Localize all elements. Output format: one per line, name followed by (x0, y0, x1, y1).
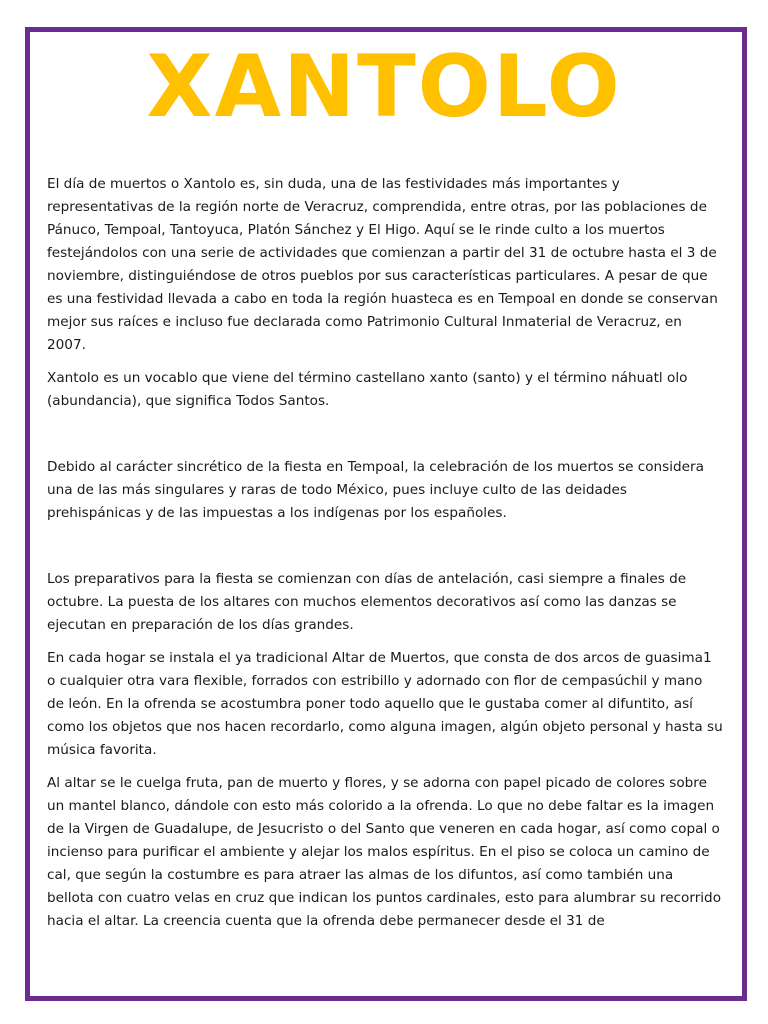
paragraph-etymology: Xantolo es un vocablo que viene del término castellano xanto (santo) y el término náhuatl olo (abundancia), que significa Todos Santos. (47, 370, 688, 409)
document-title: XANTOLO (146, 37, 622, 137)
paragraph-preparations: Los preparativos para la fiesta se comienzan con días de antelación, casi siempre a finales de octubre. La puesta de los altares con muchos elementos decorativos así como las danzas se ejecutan en preparación de los días grandes. (47, 571, 687, 633)
paragraph-syncretism: Debido al carácter sincrético de la fiesta en Tempoal, la celebración de los muertos se considera una de las más singulares y raras de todo México, pues incluye culto de las deidades prehispánicas y de las impuestas a los indígenas por los españoles. (47, 459, 704, 521)
paragraph-altar: En cada hogar se instala el ya tradicional Altar de Muertos, que consta de dos arcos de guasima1 o cualquier otra vara flexible, forrados con estribillo y adornado con flor de cempasúchil y mano de león. En la ofrenda se acostumbra poner todo aquello que le gustaba comer al difuntito, así como los objetos que nos hacen recordarlo, como alguna imagen, algún objeto personal y hasta su música favorita. (47, 650, 723, 758)
paragraph-offering: Al altar se le cuelga fruta, pan de muerto y flores, y se adorna con papel picado de colores sobre un mantel blanco, dándole con esto más colorido a la ofrenda. Lo que no debe faltar es la imagen de la Virgen de Guadalupe, de Jesucristo o del Santo que veneren en cada hogar, así como copal o incienso para purificar el ambiente y alejar los malos espíritus. En el piso se coloca un camino de cal, que según la costumbre es para atraer las almas de los difuntos, así como también una bellota con cuatro velas en cruz que indican los puntos cardinales, esto para alumbrar su recorrido hacia el altar. La creencia cuenta que la ofrenda debe permanecer desde el 31 de (47, 775, 722, 929)
document-body (47, 173, 723, 943)
paragraph-intro: El día de muertos o Xantolo es, sin duda, una de las festividades más importantes y representativas de la región norte de Veracruz, comprendida, entre otras, por las poblaciones de Pánuco, Tempoal, Tantoyuca, Platón Sánchez y El Higo. Aquí se le rinde culto a los muertos festejándolos con una serie de actividades que comienzan a partir del 31 de octubre hasta el 3 de noviembre, distinguiéndose de otros pueblos por sus características particulares. A pesar de que es una festividad llevada a cabo en toda la región huasteca es en Tempoal en donde se conservan mejor sus raíces e incluso fue declarada como Patrimonio Cultural Inmaterial de Veracruz, en 2007. (47, 176, 718, 353)
